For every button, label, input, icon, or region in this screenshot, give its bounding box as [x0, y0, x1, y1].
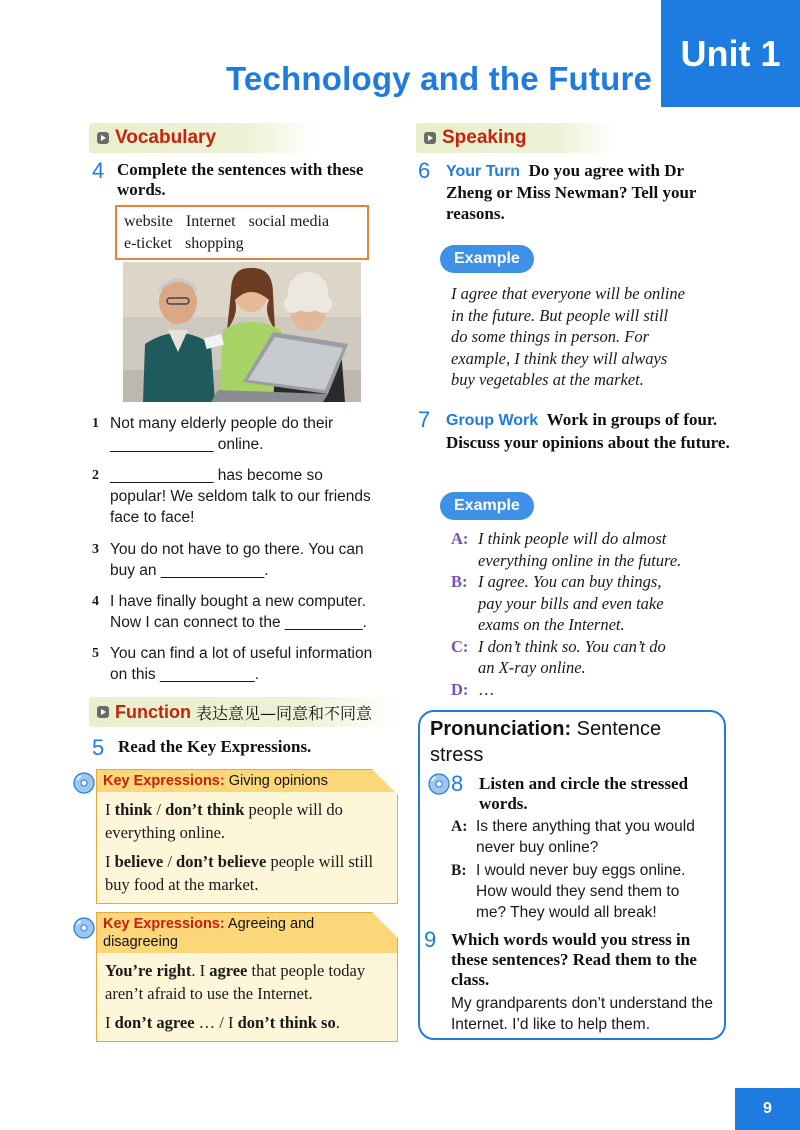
exercise-instruction: Group Work Work in groups of four. Discuss your opinions about the future. [446, 410, 730, 452]
speaking-heading: Speaking [416, 123, 616, 153]
group-work-dialog [451, 528, 741, 700]
word-item: social media [248, 213, 330, 230]
key-expressions-opinions [96, 769, 398, 904]
key-expressions-agreeing [96, 912, 398, 1042]
dialog-line: A: I think people will do almost everything online in the future. [451, 529, 682, 570]
exercise-number: 8 [451, 771, 464, 796]
play-bullet-icon [97, 132, 109, 144]
word-item: website [124, 213, 173, 230]
dialog-line: D: … [451, 679, 495, 699]
expression-line: I don’t agree … / I don’t think so. [105, 1013, 340, 1032]
page-fold-corner [372, 912, 398, 938]
practice-sentences: My grandparents don’t understand the Internet. I’d like to help them. [451, 995, 713, 1033]
example-text: I agree that everyone will be online in the future. But people will still do some things in person. For example, I think they will always buy vegetables at the market. [451, 284, 685, 389]
exercise-instruction: Your Turn Do you agree with Dr Zheng or Miss Newman? Tell your reasons. [446, 161, 697, 223]
exercise-number: 4 [92, 158, 105, 183]
sentence-item: 2 ____________ has become so popular! We seldom talk to our friends face to face! [92, 467, 371, 526]
exercise-instruction: Read the Key Expressions. [118, 737, 312, 756]
key-expressions-header: Key Expressions: Agreeing and disagreeing [97, 913, 397, 953]
expression-line: I think / don’t think people will do everything online. [105, 800, 343, 842]
sentence-item: 5 You can find a lot of useful information on this ___________. [92, 645, 373, 683]
pronunciation-dialog [451, 816, 695, 923]
exercise-number: 7 [418, 407, 431, 432]
word-box [115, 205, 369, 260]
exercise-number: 6 [418, 158, 431, 183]
exercise-instruction: Which words would you stress in these sentences? Read them to the class. [451, 930, 697, 989]
audio-cd-icon [428, 773, 450, 795]
exercise-instruction: Listen and circle the stressed words. [479, 774, 689, 813]
word-item: Internet [185, 213, 236, 230]
dialog-line: B: I agree. You can buy things, pay your bills and even take exams on the Internet. [451, 572, 664, 634]
dialog-line: C: I don’t think so. You can’t do an X-ray online. [451, 636, 666, 677]
page-fold-corner [372, 769, 398, 795]
pronunciation-title: Pronunciation: Sentence stress [430, 718, 662, 766]
exercise-number: 5 [92, 735, 105, 760]
word-item: e-ticket [124, 235, 172, 252]
expression-line: You’re right. I agree that people today aren’t afraid to use the Internet. [105, 961, 366, 1003]
page-title: Technology and the Future [226, 60, 653, 97]
play-bullet-icon [424, 132, 436, 144]
unit-tab: Unit 1 [661, 0, 800, 107]
page-number: 9 [735, 1088, 800, 1130]
key-expressions-header: Key Expressions: Giving opinions [97, 770, 397, 792]
dialog-line: A: Is there anything that you would never buy online? [451, 818, 695, 856]
sentence-item: 3 You do not have to go there. You can buy an ____________. [92, 541, 364, 579]
sentence-item: 4 I have finally bought a new computer. Now I can connect to the _________. [92, 593, 367, 631]
word-item: shopping [184, 235, 244, 252]
audio-cd-icon [73, 772, 95, 794]
exercise-instruction: Complete the sentences with these words. [117, 160, 364, 199]
family-using-laptop-photo [123, 262, 361, 402]
expression-line: I believe / don’t believe people will still buy food at the market. [105, 852, 374, 894]
vocabulary-heading: Vocabulary [89, 123, 317, 153]
play-bullet-icon [97, 706, 109, 718]
sentence-item: 1 Not many elderly people do their ____________ online. [92, 415, 334, 453]
example-label: Example [440, 245, 534, 273]
example-label: Example [440, 492, 534, 520]
function-heading: Function 表达意见—同意和不同意 [89, 697, 397, 727]
audio-cd-icon [73, 917, 95, 939]
exercise-number: 9 [424, 927, 437, 952]
dialog-line: B: I would never buy eggs online. How would they send them to me? They would all break! [451, 862, 686, 921]
